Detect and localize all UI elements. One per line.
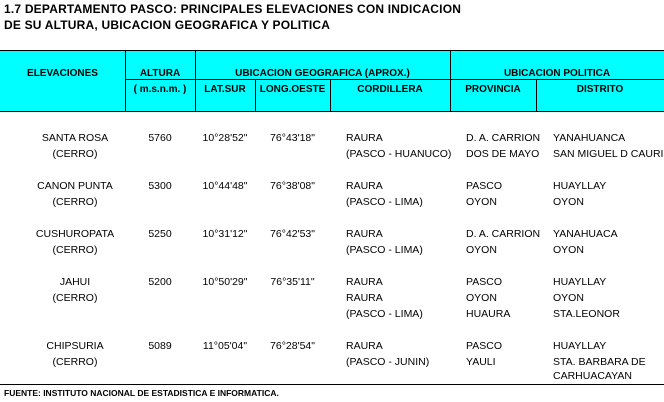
distrito-value: HUAYLLAY [553, 180, 607, 192]
distrito-value: HUAYLLAY [553, 276, 607, 288]
header-long-oeste: LONG.OESTE [259, 84, 326, 95]
distrito-value: CARHUACAYAN [553, 370, 632, 382]
header-divider [125, 79, 664, 80]
lat-value: 10°31'12" [202, 228, 248, 240]
distrito-value: OYON [553, 196, 584, 208]
cordillera-value: RAURA [346, 276, 383, 288]
header-lat-sur: LAT.SUR [204, 84, 246, 95]
page-title: 1.7 DEPARTAMENTO PASCO: PRINCIPALES ELEVACIONES CON INDICACION [4, 2, 462, 16]
provincia-value: YAULI [466, 356, 496, 368]
header-altura: ALTURA [139, 68, 181, 79]
footer-divider [0, 384, 664, 385]
distrito-value: OYON [553, 244, 584, 256]
long-value: 76°35'11" [270, 276, 315, 288]
lat-value: 10°50'29" [202, 276, 248, 288]
altura-value: 5089 [148, 340, 172, 352]
header-divider [195, 51, 196, 112]
provincia-value: HUAURA [466, 308, 511, 320]
elevation-type: (CERRO) [52, 292, 98, 304]
provincia-value: D. A. CARRION [466, 228, 541, 240]
header-divider [450, 51, 451, 112]
provincia-value: OYON [466, 196, 497, 208]
cordillera-value: (PASCO - LIMA) [346, 196, 423, 208]
lat-value: 10°28'52" [202, 132, 248, 144]
elevation-type: (CERRO) [52, 356, 98, 368]
distrito-value: OYON [553, 292, 584, 304]
altura-value: 5300 [148, 180, 172, 192]
provincia-value: PASCO [466, 276, 502, 288]
elevation-name: CANON PUNTA [37, 180, 113, 192]
elevation-name: SANTA ROSA [41, 132, 109, 144]
distrito-value: STA. BARBARA DE [553, 356, 646, 368]
provincia-value: DOS DE MAYO [466, 148, 540, 160]
distrito-value: STA.LEONOR [553, 308, 620, 320]
cordillera-value: RAURA [346, 228, 383, 240]
cordillera-value: RAURA [346, 292, 383, 304]
header-provincia: PROVINCIA [465, 84, 521, 95]
long-value: 76°28'54" [270, 340, 315, 352]
provincia-value: OYON [466, 292, 497, 304]
elevation-name: CUSHUROPATA [35, 228, 115, 240]
header-ubicacion-politica: UBICACION POLITICA [503, 68, 611, 79]
header-ubicacion-geografica: UBICACION GEOGRAFICA (APROX.) [235, 68, 410, 79]
header-altura-unit: ( m.s.n.m. ) [133, 84, 187, 95]
page-subtitle: DE SU ALTURA, UBICACION GEOGRAFICA Y POLITICA [4, 18, 331, 32]
elevation-type: (CERRO) [52, 244, 98, 256]
provincia-value: D. A. CARRION [466, 132, 541, 144]
distrito-value: YANAHUANCA [553, 132, 626, 144]
header-cordillera: CORDILLERA [357, 84, 423, 95]
header-elevaciones: ELEVACIONES [27, 68, 98, 79]
elevation-name: CHIPSURIA [46, 340, 104, 352]
distrito-value: YANAHUACA [553, 228, 618, 240]
elevation-type: (CERRO) [52, 148, 98, 160]
altura-value: 5760 [148, 132, 172, 144]
distrito-value: SAN MIGUEL D CAURI [553, 148, 664, 160]
cordillera-value: (PASCO - LIMA) [346, 308, 423, 320]
long-value: 76°38'08" [270, 180, 315, 192]
elevation-type: (CERRO) [52, 196, 98, 208]
cordillera-value: RAURA [346, 180, 383, 192]
provincia-value: OYON [466, 244, 497, 256]
cordillera-value: (PASCO - HUANUCO) [346, 148, 452, 160]
cordillera-value: RAURA [346, 132, 383, 144]
cordillera-value: RAURA [346, 340, 383, 352]
distrito-value: HUAYLLAY [553, 340, 607, 352]
lat-value: 10°44'48" [202, 180, 248, 192]
source-footnote: FUENTE: INSTITUTO NACIONAL DE ESTADISTICA E INFORMATICA. [4, 388, 279, 398]
long-value: 76°43'18" [270, 132, 315, 144]
lat-value: 11°05'04" [202, 340, 248, 352]
cordillera-value: (PASCO - JUNIN) [346, 356, 430, 368]
elevation-name: JAHUI [59, 276, 91, 288]
long-value: 76°42'53" [270, 228, 315, 240]
header-divider [125, 51, 126, 112]
header-distrito: DISTRITO [576, 84, 624, 95]
altura-value: 5250 [148, 228, 172, 240]
cordillera-value: (PASCO - LIMA) [346, 244, 423, 256]
table-header [0, 50, 664, 112]
provincia-value: PASCO [466, 340, 502, 352]
provincia-value: PASCO [466, 180, 502, 192]
altura-value: 5200 [148, 276, 172, 288]
